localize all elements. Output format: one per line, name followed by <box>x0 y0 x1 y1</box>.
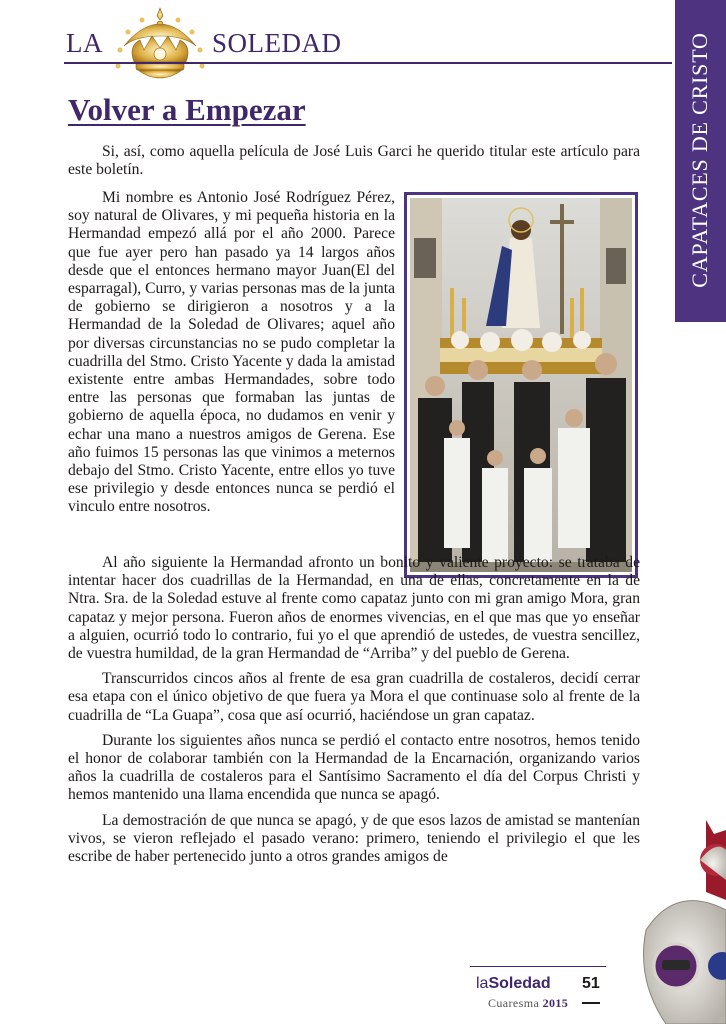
crown-emblem-icon <box>114 6 206 84</box>
paragraph-4: Durante los siguientes años nunca se perdió el contacto entre nosotros, hemos tenido el honor de colaborar también con la Hermandad de la Encarnación, organizando varios años la cuadrilla de costaleros para el Santísimo Sacramento el día del Corpus Christi y hemos mantenido una llama encendida que nunca se apagó. <box>68 731 640 804</box>
intro-paragraph: Si, así, como aquella película de José Luis Garci he querido titular este artículo para este boletín. <box>68 143 640 179</box>
paragraph-5: La demostración de que nunca se apagó, y de que esos lazos de amistad se mantenían vivos, se vieron reflejado el pasado verano: primero, teniendo el privilegio el que les escribe de haber pertenecido junto a otros grandes amigos de <box>68 811 640 866</box>
paragraph-1: Mi nombre es Antonio José Rodríguez Pérez, soy natural de Olivares, y mi pequeña historia en la Hermandad empezó allá por el año 2000. Parece que fue ayer pero han pasado ya 14 largos años desde que el entonces hermano mayor Juan(El del esparragal), Curro, y varias personas mas de la junta de gobierno se dirigieron a nosotros y a la Hermandad de la Soledad de Olivares; aquel año por diversas circunstancias no se pudo completar la cuadrilla del Stmo. Cristo Yacente y dada la amistad existente entre ambas Hermandades, sobre todo entre las personas que formaban las juntas de gobierno de aquella época, no dudamos en venir y echar una mano a nuestros amigos de Gerena. Ese año fuimos 15 personas las que vinimos a meternos debajo del Stmo. Cristo Yacente, entre ellos yo tuve ese privilegio y desde entonces nunca se perdió el vinculo entre nosotros. <box>68 189 395 516</box>
brotherhood-badge-icon <box>636 820 726 1024</box>
section-label: CAPATACES DE CRISTO <box>687 32 712 288</box>
paragraph-3: Transcurridos cincos años al frente de esa gran cuadrilla de costaleros, decidí cerrar esa etapa con el único objetivo de que fuera ya Mora el que continuase solo al frente de la cuadrilla de “La Guapa”, cosa que así ocurrió, haciéndose un gran capataz. <box>68 670 640 724</box>
footer-brand-la: la <box>476 975 489 992</box>
masthead-la: LA <box>66 28 103 58</box>
procession-photo <box>410 198 632 572</box>
procession-photo-frame <box>404 192 638 578</box>
header-rule <box>64 62 672 64</box>
page-number: 51 <box>582 975 600 992</box>
article-continuation <box>68 554 640 873</box>
edition-season: Cuaresma <box>488 996 540 1010</box>
article-intro <box>68 143 640 186</box>
masthead-soledad: SOLEDAD <box>212 28 342 58</box>
page-dash <box>582 1002 600 1004</box>
article-column <box>68 189 395 524</box>
footer-brand-soledad: Soledad <box>488 975 551 992</box>
edition-year: 2015 <box>542 996 569 1010</box>
article-title: Volver a Empezar <box>68 92 306 127</box>
footer-rule <box>470 966 606 967</box>
footer-brand <box>476 975 551 993</box>
footer-edition <box>488 996 568 1011</box>
paragraph-2: Al año siguiente la Hermandad afronto un bonito y valiente proyecto: se trataba de intentar hacer dos cuadrillas de la Hermandad, en una de ellas, concretamente en la de Ntra. Sra. de la Soledad estuve al frente como capataz junto con mi gran amigo Mora, gran capataz y mejor persona. Fueron años de enormes vivencias, en el que mas que yo enseñar a alguien, ocurrió todo lo contrario, fui yo el que aprendió de ustedes, de vuestra sencillez, de vuestra humildad, de la gran Hermandad de “Arriba” y del pueblo de Gerena. <box>68 554 640 663</box>
